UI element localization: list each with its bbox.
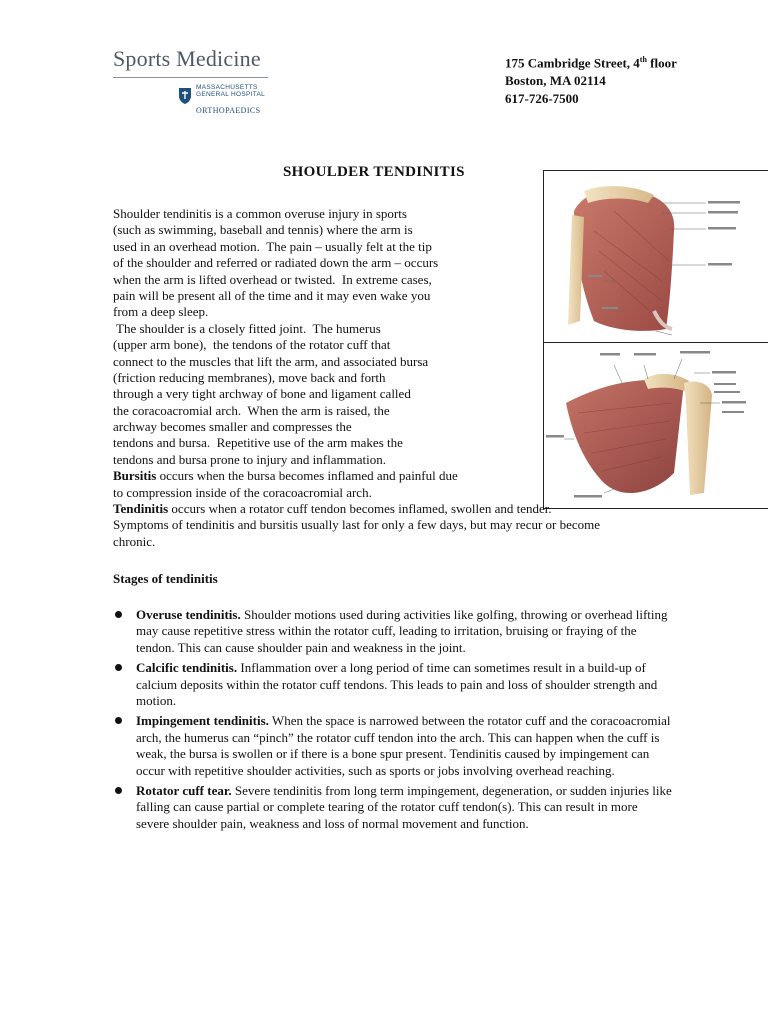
intro-line: (friction reducing membranes), move back and forth: [113, 369, 386, 385]
intro-line: from a deep sleep.: [113, 304, 209, 320]
logo-department: ORTHOPAEDICS: [196, 106, 261, 115]
intro-line: (such as swimming, baseball and tennis) where the arm is: [113, 222, 413, 238]
logo-title: Sports Medicine: [113, 46, 261, 71]
logo-hospital-name: MASSACHUSETTS GENERAL HOSPITAL: [196, 84, 266, 98]
address-street: 175 Cambridge Street, 4th floor: [505, 55, 677, 71]
address-phone: 617-726-7500: [505, 91, 579, 107]
stages-list: [113, 607, 673, 836]
contact-address: [505, 51, 677, 108]
intro-line: tendons and bursa. Repetitive use of the arm makes the: [113, 435, 403, 451]
intro-line: connect to the muscles that lift the arm, and associated bursa: [113, 353, 429, 369]
page-title: SHOULDER TENDINITIS: [283, 164, 465, 180]
intro-line: when the arm is lifted overhead or twisted. In extreme cases,: [113, 271, 432, 287]
bullet-icon: [115, 664, 122, 671]
list-item: Impingement tendinitis. When the space is narrowed between the rotator cuff and the coracoacromial arch, the humerus can “pinch” the rotator cuff tendon into the arch. This can happen when the cuff is weak, the bursa is swollen or if there is a bone spur present. Tendinitis caused by impingement can occur with repetitive shoulder activities, such as sports or jobs involving overhead reaching.: [113, 713, 673, 779]
intro-line: of the shoulder and referred or radiated down the arm – occurs: [113, 255, 439, 271]
list-item: Overuse tendinitis. Shoulder motions used during activities like golfing, throwing or overhead lifting may cause repetitive stress within the rotator cuff, leading to irritation, bruising or fraying of the tendon. This can cause shoulder pain and weakness in the joint.: [113, 607, 673, 656]
intro-line: pain will be present all of the time and it may even wake you: [113, 287, 431, 303]
list-item: Calcific tendinitis. Inflammation over a long period of time can sometimes result in a build-up of calcium deposits within the rotator cuff tendons. This leads to pain and loss of shoulder strength and motion.: [113, 660, 673, 709]
intro-line: used in an overhead motion. The pain – usually felt at the tip: [113, 238, 432, 254]
intro-line: The shoulder is a closely fitted joint. The humerus: [113, 320, 381, 336]
tendinitis-definition-cont: chronic.: [113, 533, 156, 549]
intro-line: tendons and bursa prone to injury and inflammation.: [113, 451, 386, 467]
intro-line: the coracoacromial arch. When the arm is raised, the: [113, 402, 390, 418]
intro-line: Shoulder tendinitis is a common overuse injury in sports: [113, 206, 407, 221]
intro-paragraph: [113, 206, 600, 550]
tendinitis-definition: Tendinitis occurs when a rotator cuff tendon becomes inflamed, swollen and tender.: [113, 501, 552, 517]
intro-line: through a very tight archway of bone and ligament called: [113, 386, 411, 402]
logo-divider: [113, 77, 268, 78]
bursitis-definition: Bursitis occurs when the bursa becomes inflamed and painful due: [113, 468, 458, 484]
list-item: Rotator cuff tear. Severe tendinitis from long term impingement, degeneration, or sudden injuries like falling can cause partial or complete tearing of the rotator cuff tendon(s). This can result in more severe shoulder pain, weakness and loss of normal movement and function.: [113, 783, 673, 832]
bursitis-definition-cont: to compression inside of the coracoacromial arch.: [113, 484, 372, 500]
bullet-icon: [115, 787, 122, 794]
intro-line: (upper arm bone), the tendons of the rotator cuff that: [113, 337, 391, 353]
address-city: Boston, MA 02114: [505, 73, 606, 89]
intro-line: archway becomes smaller and compresses the: [113, 419, 352, 435]
bullet-icon: [115, 611, 122, 618]
stages-heading: Stages of tendinitis: [113, 571, 218, 586]
tendinitis-definition-cont: Symptoms of tendinitis and bursitis usually last for only a few days, but may recur or become: [113, 517, 601, 533]
bullet-icon: [115, 717, 122, 724]
mgh-shield-icon: [178, 87, 192, 105]
